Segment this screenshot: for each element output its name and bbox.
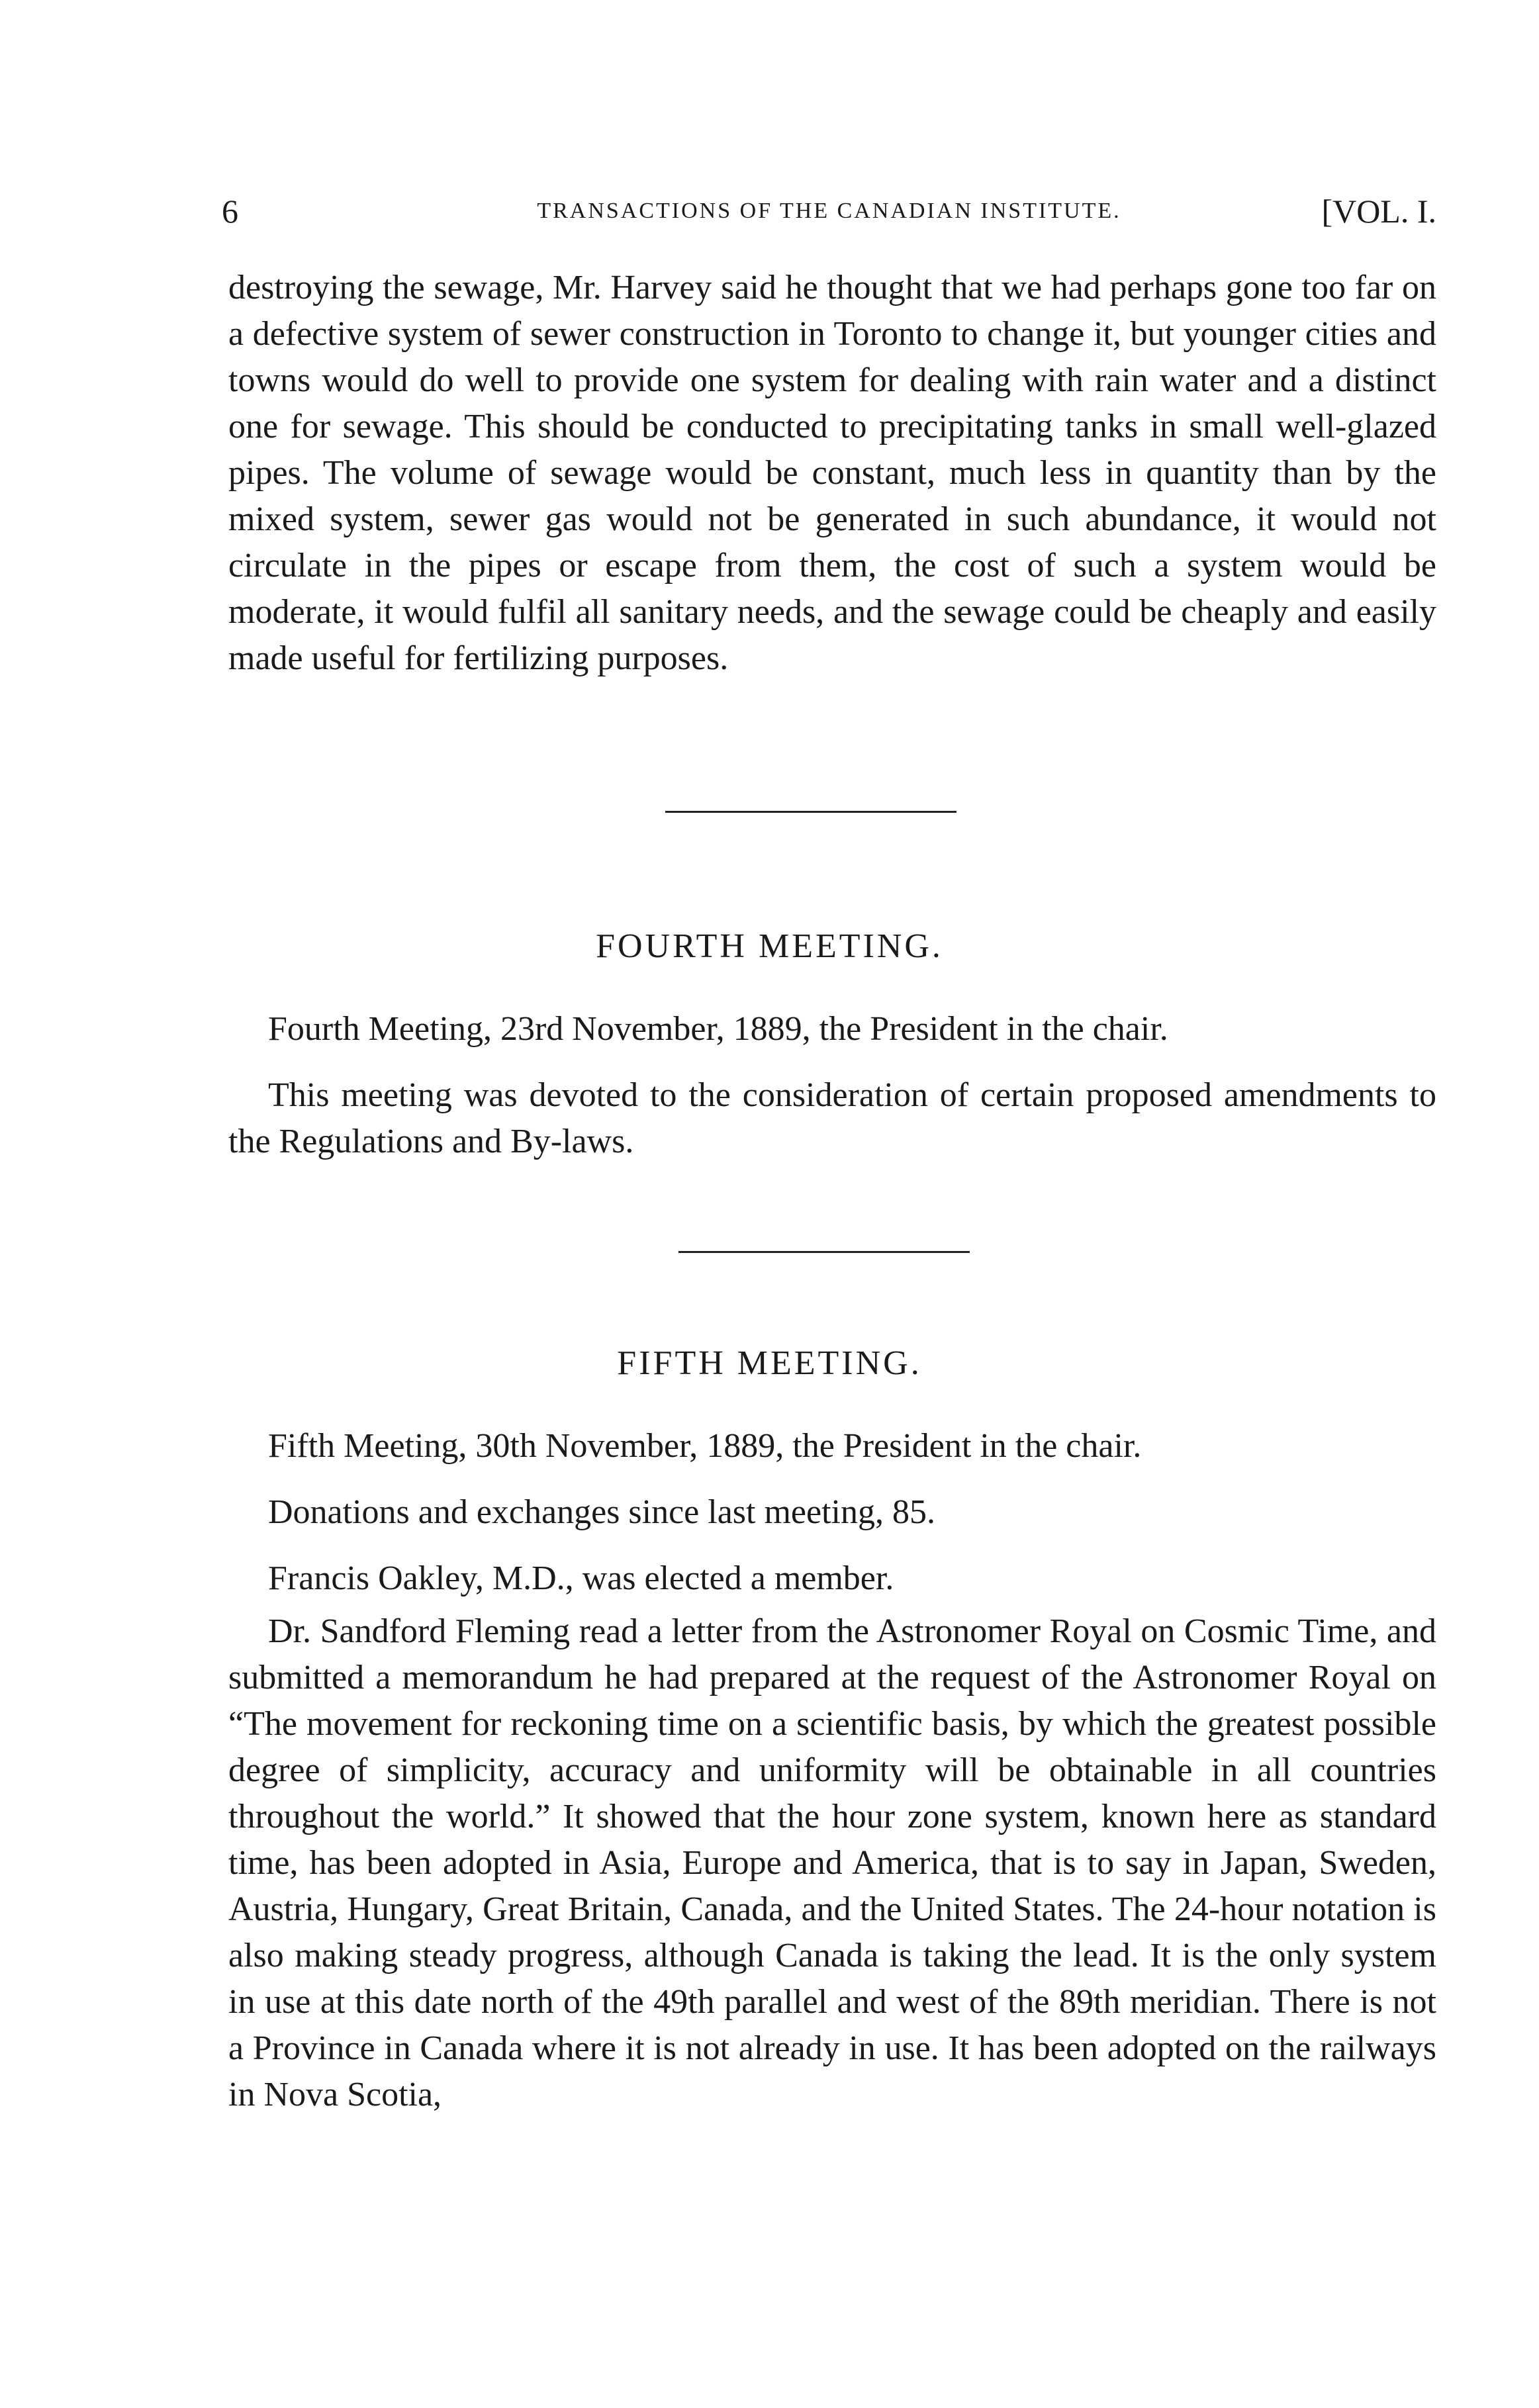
opening-paragraph: destroying the sewage, Mr. Harvey said he thought that we had perhaps gone too far on a defective system of sewer construction in Toronto to change it, but younger cities and towns would do well to provide one system for dealing with rain water and a distinct one for sewage. This should be conducted to precipitating tanks in small well-glazed pipes. The volume of sewage would be constant, much less in quantity than by the mixed system, sewer gas would not be generated in such abundance, it would not circulate in the pipes or escape from them, the cost of such a system would be moderate, it would fulfil all sanitary needs, and the sewage could be cheaply and easily made useful for fertilizing purposes. bbox=[228, 269, 1436, 677]
section-divider bbox=[665, 811, 956, 813]
section-divider bbox=[678, 1251, 970, 1253]
volume-label: [VOL. I. bbox=[1321, 193, 1436, 230]
fourth-meeting-heading: FOURTH MEETING. bbox=[596, 927, 943, 965]
fifth-meeting-paragraph-3: Francis Oakley, M.D., was elected a member. bbox=[268, 1559, 894, 1597]
fifth-meeting-paragraph-2: Donations and exchanges since last meeting, 85. bbox=[268, 1493, 935, 1531]
fifth-meeting-paragraph-4: Dr. Sandford Fleming read a letter from the Astronomer Royal on Cosmic Time, and submitted a memorandum he had prepared at the request of the Astronomer Royal on “The movement for reckoning time on a scientific basis, by which the greatest possible degree of simplicity, accuracy and uniformity will be obtainable in all countries throughout the world.” It showed that the hour zone system, known here as standard time, has been adopted in Asia, Europe and America, that is to say in Japan, Sweden, Austria, Hungary, Great Britain, Canada, and the United States. The 24-hour notation is also making steady progress, although Canada is taking the lead. It is the only system in use at this date north of the 49th parallel and west of the 89th meridian. There is not a Province in Canada where it is not already in use. It has been adopted on the railways in Nova Scotia, bbox=[228, 1612, 1436, 2113]
fifth-meeting-heading: FIFTH MEETING. bbox=[617, 1344, 922, 1382]
journal-title: TRANSACTIONS OF THE CANADIAN INSTITUTE. bbox=[537, 199, 1121, 223]
page-number: 6 bbox=[222, 193, 238, 230]
fourth-meeting-paragraph-2: This meeting was devoted to the consideration of certain proposed amendments to the Regulations and By-laws. bbox=[228, 1076, 1436, 1160]
running-header bbox=[222, 192, 1436, 238]
fifth-meeting-paragraph-1: Fifth Meeting, 30th November, 1889, the President in the chair. bbox=[268, 1427, 1142, 1465]
fourth-meeting-paragraph-1: Fourth Meeting, 23rd November, 1889, the President in the chair. bbox=[268, 1010, 1168, 1048]
